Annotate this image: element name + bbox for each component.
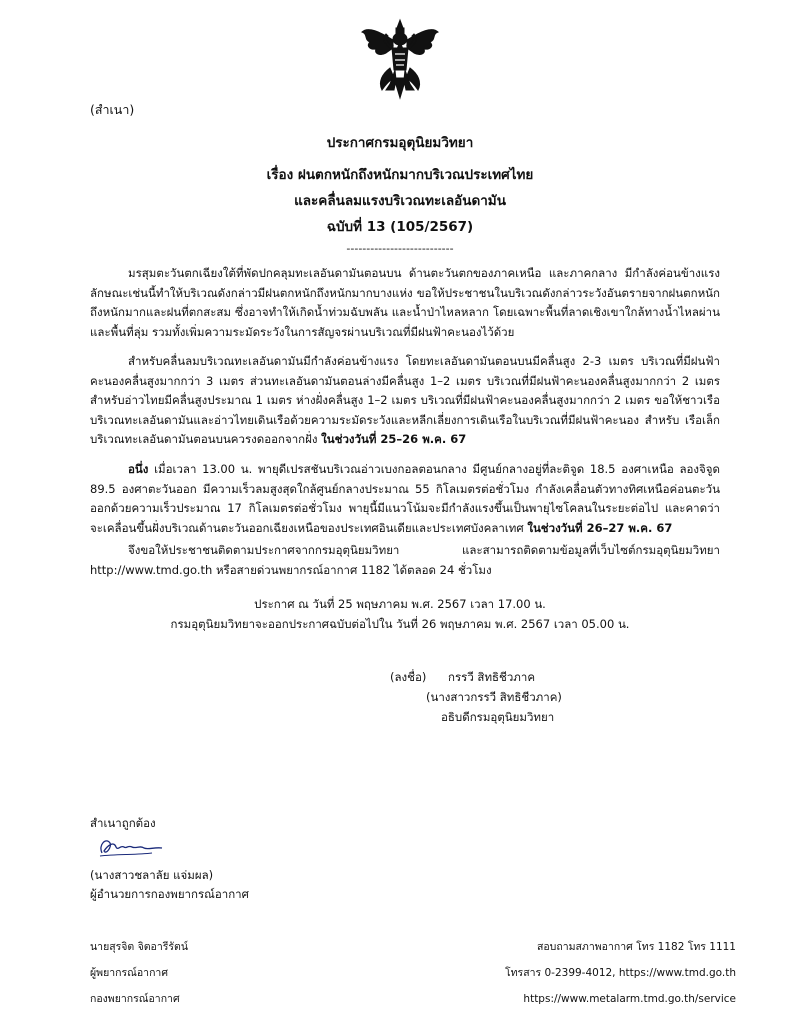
footer-fax-website[interactable]: โทรสาร 0-2399-4012, https://www.tmd.go.th bbox=[505, 967, 736, 979]
signature-name: กรรวี สิทธิชีวภาค bbox=[448, 670, 536, 684]
issue-number: ฉบับที่ 13 (105/2567) bbox=[326, 219, 474, 235]
footer-phone: สอบถามสภาพอากาศ โทร 1182 โทร 1111 bbox=[536, 941, 736, 953]
footer-contact bbox=[505, 934, 736, 1012]
signature-fullname: (นางสาวกรรวี สิทธิชีวภาค) bbox=[426, 690, 562, 704]
signature-title: อธิบดีกรมอุตุนิยมวิทยา bbox=[441, 710, 555, 724]
document-title: ประกาศกรมอุตุนิยมวิทยา bbox=[326, 135, 474, 151]
paragraph-monsoon bbox=[90, 264, 720, 342]
paragraph-waves bbox=[90, 352, 720, 450]
footer-forecaster bbox=[90, 934, 188, 1012]
announce-date: ประกาศ ณ วันที่ 25 พฤษภาคม พ.ศ. 2567 เวลา 17.00 น. bbox=[254, 597, 546, 611]
footer-forecaster-role: ผู้พยากรณ์อากาศ bbox=[90, 967, 168, 979]
paragraph-storm bbox=[90, 460, 720, 538]
signature-label: (ลงชื่อ) bbox=[390, 670, 427, 684]
paragraph-waves-period: ในช่วงวันที่ 25–26 พ.ค. 67 bbox=[321, 432, 467, 446]
footer-forecaster-division: กองพยากรณ์อากาศ bbox=[90, 993, 180, 1005]
certifier-name: (นางสาวชลาลัย แจ่มผล) bbox=[90, 868, 214, 882]
garuda-emblem bbox=[360, 18, 440, 100]
subject-line-1: เรื่อง ฝนตกหนักถึงหนักมากบริเวณประเทศไทย bbox=[266, 167, 534, 183]
handwritten-signature bbox=[96, 835, 168, 863]
certified-copy-label: สำเนาถูกต้อง bbox=[90, 816, 156, 830]
paragraph-monsoon-text: มรสุมตะวันตกเฉียงใต้ที่พัดปกคลุมทะเลอันดามันตอนบน ด้านตะวันตกของภาคเหนือ และภาคกลาง มีกำลังค่อนข้างแรง ลักษณะเช่นนี้ทำให้บริเวณดังกล่าวมีฝนตกหนักถึงหนักมากบางแห่ง ขอให้ประชาชนในบริเวณดังกล่าวระวังอันตรายจากฝนตกหนักถึงหนักมากและฝนที่ตกสะสม ซึ่งอาจทำให้เกิดน้ำท่วมฉับพลัน และน้ำป่าไหลหลาก โดยเฉพาะพื้นที่ลาดเชิงเขาใกล้ทางน้ำไหลผ่านและพื้นที่ลุ่ม รวมทั้งเพิ่มความระมัดระวังในการสัญจรผ่านบริเวณที่มีฝนฟ้าคะนองไว้ด้วย bbox=[90, 266, 720, 339]
paragraph-waves-text: สำหรับคลื่นลมบริเวณทะเลอันดามันมีกำลังค่อนข้างแรง โดยทะเลอันดามันตอนบนมีคลื่นสูง 2-3 เมตร บริเวณที่มีฝนฟ้าคะนองคลื่นสูงมากกว่า 3 เมตร ส่วนทะเลอันดามันตอนล่างมีคลื่นสูง 1–2 เมตร บริเวณที่มีฝนฟ้าคะนองคลื่นสูงมากกว่า 2 เมตร สำหรับอ่าวไทยมีคลื่นสูงประมาณ 1 เมตร ห่างฝั่งคลื่นสูง 1–2 เมตร บริเวณที่มีฝนฟ้าคะนองคลื่นสูงมากกว่า 2 เมตร ขอให้ชาวเรือบริเวณทะเลอันดามันและอ่าวไทยเดินเรือด้วยความระมัดระวังและหลีกเลี่ยงการเดินเรือในบริเวณที่มีฝนฟ้าคะนอง สำหรับ เรือเล็กบริเวณทะเลอันดามันตอนบนควรงดออกจากฝั่ง bbox=[90, 354, 720, 446]
next-issue-note: กรมอุตุนิยมวิทยาจะออกประกาศฉบับต่อไปใน วันที่ 26 พฤษภาคม พ.ศ. 2567 เวลา 05.00 น. bbox=[170, 617, 630, 631]
paragraph-storm-lead: อนึ่ง bbox=[128, 462, 149, 476]
paragraph-follow bbox=[90, 541, 720, 580]
footer-forecaster-name: นายสุรจิต จิตอารีรัตน์ bbox=[90, 941, 189, 953]
paragraph-storm-period: ในช่วงวันที่ 26–27 พ.ค. 67 bbox=[527, 520, 673, 535]
paragraph-storm-text: เมื่อเวลา 13.00 น. พายุดีเปรสชันบริเวณอ่าวเบงกอลตอนกลาง มีศูนย์กลางอยู่ที่ละติจูด 18.5 องศาเหนือ ลองจิจูด 89.5 องศาตะวันออก มีความเร็วลมสูงสุดใกล้ศูนย์กลางประมาณ 55 กิโลเมตรต่อชั่วโมง กำลังเคลื่อนตัวทางทิศเหนือค่อนตะวันออกด้วยความเร็วประมาณ 17 กิโลเมตรต่อชั่วโมง พายุนี้มีแนวโน้มจะมีกำลังแรงขึ้นเป็นพายุไซโคลนในระยะต่อไป และคาดว่าจะเคลื่อนขึ้นฝั่งบริเวณด้านตะวันออกเฉียงเหนือของประเทศอินเดียและประเทศบังคลาเทศ bbox=[90, 462, 720, 535]
copy-label: (สำเนา) bbox=[90, 102, 135, 117]
certifier-position: ผู้อำนวยการกองพยากรณ์อากาศ bbox=[90, 887, 249, 901]
subject-line-2: และคลื่นลมแรงบริเวณทะเลอันดามัน bbox=[294, 193, 506, 209]
paragraph-follow-text: จึงขอให้ประชาชนติดตามประกาศจากกรมอุตุนิยมวิทยา และสามารถติดตามข้อมูลที่เว็บไซต์กรมอุตุนิยมวิทยา http://www.tmd.go.th หรือสายด่วนพยากรณ์อากาศ 1182 ได้ตลอด 24 ชั่วโมง bbox=[90, 543, 720, 577]
footer-service-link[interactable]: https://www.metalarm.tmd.go.th/service bbox=[523, 993, 736, 1005]
divider-line: --------------------------- bbox=[346, 242, 454, 255]
